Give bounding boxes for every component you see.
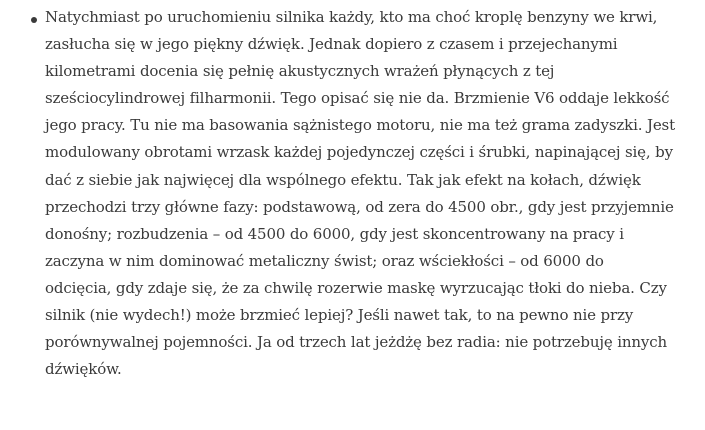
text-line: dźwięków.: [45, 360, 122, 379]
text-line: jego pracy. Tu nie ma basowania sążnistego motoru, nie ma też grama zadyszki. Jest: [45, 116, 675, 135]
paragraph-text: [45, 4, 695, 383]
bullet-dot-icon: [31, 17, 37, 23]
text-line: przechodzi trzy główne fazy: podstawową, od zera do 4500 obr., gdy jest przyjemnie: [45, 197, 674, 216]
text-line: silnik (nie wydech!) może brzmieć lepiej? Jeśli nawet tak, to na pewno nie przy: [45, 306, 634, 325]
text-line: dać z siebie jak najwięcej dla wspólnego efektu. Tak jak efekt na kołach, dźwięk: [45, 170, 641, 189]
text-line: kilometrami docenia się pełnię akustycznych wrażeń płynących z tej: [45, 62, 555, 81]
text-line: Natychmiast po uruchomieniu silnika każdy, kto ma choć kroplę benzyny we krwi,: [45, 8, 658, 26]
text-line: porównywalnej pojemności. Ja od trzech lat jeżdżę bez radia: nie potrzebuję innych: [45, 333, 667, 352]
text-line: modulowany obrotami wrzask każdej pojedynczej części i śrubki, napinającej się, by: [45, 143, 673, 162]
text-line: zasłucha się w jego piękny dźwięk. Jednak dopiero z czasem i przejechanymi: [45, 35, 618, 54]
text-line: sześciocylindrowej filharmonii. Tego opisać się nie da. Brzmienie V6 oddaje lekkość: [45, 89, 670, 108]
text-line: donośny; rozbudzenia – od 4500 do 6000, gdy jest skoncentrowany na pracy i: [45, 224, 624, 243]
text-line: odcięcia, gdy zdaje się, że za chwilę rozerwie maskę wyrzucając tłoki do nieba. Czy: [45, 278, 667, 297]
list-item: [45, 4, 695, 383]
text-line: zaczyna w nim dominować metaliczny świst; oraz wściekłości – od 6000 do: [45, 251, 604, 270]
